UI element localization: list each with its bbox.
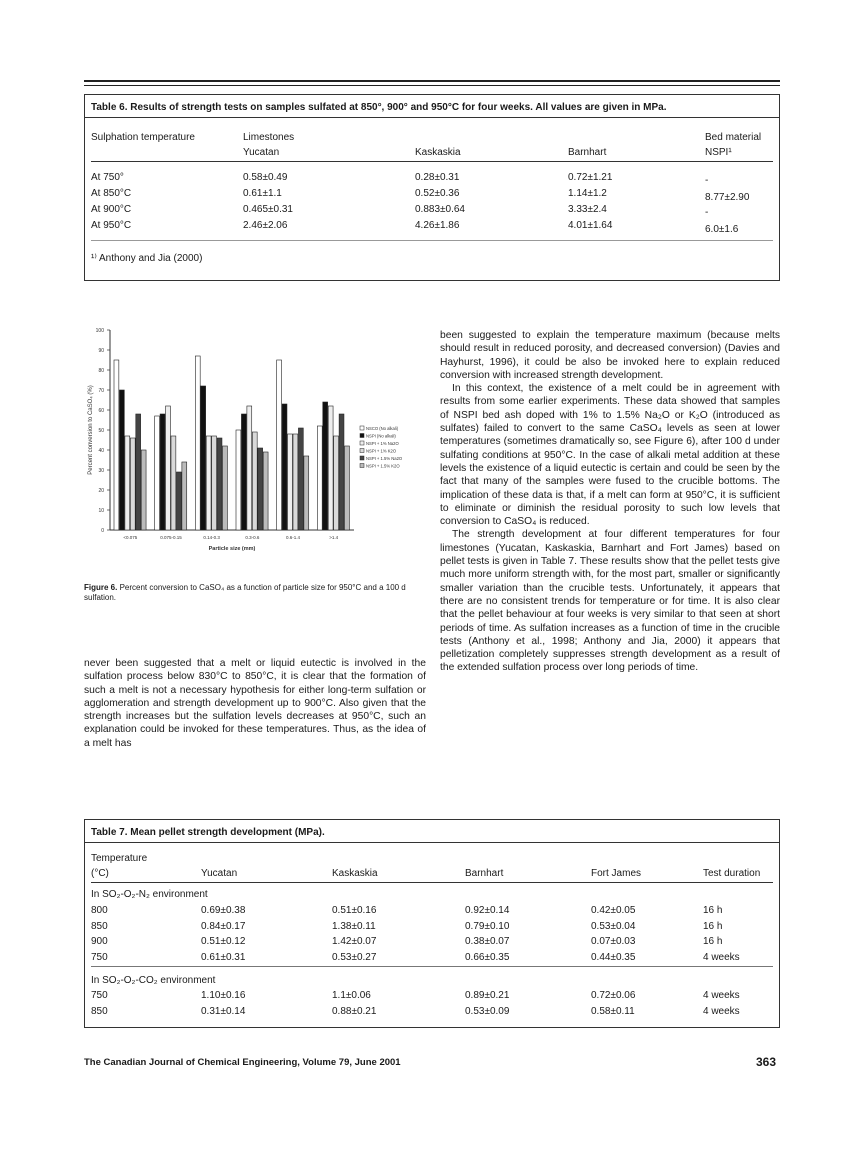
bar	[323, 402, 328, 530]
legend-swatch	[360, 464, 364, 468]
t7-row-temp: 800	[91, 905, 108, 916]
t6-row-yucatan: 0.465±0.31	[243, 204, 293, 215]
t7-row-temp: 900	[91, 936, 108, 947]
t7-row-kaskaskia: 1.1±0.06	[332, 990, 371, 1001]
legend-label: NSCO (No alkali)	[366, 426, 399, 431]
t6-row-nspi: -	[705, 175, 709, 186]
x-tick-label: 0.3-0.6	[245, 535, 260, 540]
bar	[176, 472, 181, 530]
t7-header-barnhart: Barnhart	[465, 868, 504, 879]
bar	[288, 434, 293, 530]
t7-header-unit: (°C)	[91, 868, 109, 879]
t6-row-nspi: 8.77±2.90	[705, 192, 750, 203]
bar	[328, 406, 333, 530]
t7-row-fort-james: 0.72±0.06	[591, 990, 636, 1001]
t7-row-duration: 16 h	[703, 921, 723, 932]
bar	[166, 406, 171, 530]
bar	[119, 390, 124, 530]
t6-row-barnhart: 4.01±1.64	[568, 220, 613, 231]
bar	[223, 446, 228, 530]
bar	[195, 356, 200, 530]
legend-swatch	[360, 441, 364, 445]
t7-header-fort-james: Fort James	[591, 868, 642, 879]
x-tick-label: 0.6-1.4	[285, 535, 301, 540]
journal-footer: The Canadian Journal of Chemical Engineering, Volume 79, June 2001	[84, 1057, 401, 1068]
t7-row-kaskaskia: 0.88±0.21	[332, 1006, 377, 1017]
t7-row-barnhart: 0.92±0.14	[465, 905, 510, 916]
bar	[155, 416, 160, 530]
x-tick-label: 0.075-0.15	[160, 535, 182, 540]
y-axis-label: Percent conversion to CaSO₄ (%)	[88, 385, 94, 475]
t6-row-kaskaskia: 4.26±1.86	[415, 220, 460, 231]
right-paragraph-2: In this context, the existence of a melt could be in agreement with results from some earlier experiments. These data showed that samples of NSPI bed ash doped with 1% to 1.5% Na₂O or K₂O (introduced as sulfates) failed to convert to the same CaSO₄ levels as seen at lower temperatures (sometimes dramatically so, see Figure 6), after 100 d under sulfating conditions at 950°C. In the case of alkali metal addition at these levels the existence of a liquid eutectic is certain and could be seen by the fact that many of the samples were fused to the crucible bottoms. The implication of these data is that, if a melt can form at 950°C, it is sufficient to eliminate or diminish the residual porosity to such low levels that conversion to CaSO₄ is reduced.	[440, 383, 780, 528]
bar	[114, 360, 119, 530]
figure-6-chart	[84, 322, 424, 558]
y-tick-label: 80	[98, 368, 104, 374]
subheader-barnhart: Barnhart	[568, 147, 607, 158]
t7-row-temp: 850	[91, 921, 108, 932]
x-axis-label: Particle size (mm)	[208, 546, 256, 552]
t7-row-yucatan: 0.51±0.12	[201, 936, 246, 947]
bar	[141, 450, 146, 530]
t7-row-temp: 750	[91, 990, 108, 1001]
legend-swatch	[360, 449, 364, 453]
bar	[252, 432, 257, 530]
t7-row-fort-james: 0.53±0.04	[591, 921, 636, 932]
table-7-mid-rule	[91, 966, 773, 967]
t7-header-duration: Test duration	[703, 868, 761, 879]
t7-row-duration: 4 weeks	[703, 990, 740, 1001]
bar	[171, 436, 176, 530]
t7-row-temp: 750	[91, 952, 108, 963]
header-limestones: Limestones	[243, 132, 295, 143]
t7-row-barnhart: 0.66±0.35	[465, 952, 510, 963]
bar	[212, 436, 217, 530]
bar	[293, 434, 298, 530]
legend-label: NSPI + 1.5% K2O	[366, 463, 400, 469]
page-number: 363	[756, 1055, 777, 1069]
bar	[339, 414, 344, 530]
table-6-caption: Table 6. Results of strength tests on samples sulfated at 850°, 900° and 950°C for four weeks. All values are given in MPa.	[91, 102, 667, 113]
legend-swatch	[360, 426, 364, 430]
t7-env-2: In SO₂-O₂-CO₂ environment	[91, 975, 216, 986]
figure-6-caption	[84, 583, 424, 603]
header-bed-material: Bed material	[705, 132, 762, 143]
t7-row-fort-james: 0.58±0.11	[591, 1006, 635, 1017]
legend-label: NSPI + 1.5% Na2O	[366, 456, 403, 461]
bar	[247, 406, 252, 530]
t7-row-fort-james: 0.07±0.03	[591, 936, 636, 947]
legend-label: NSPI (No alkali)	[366, 433, 396, 439]
right-column-text	[440, 329, 780, 675]
t6-row-barnhart: 1.14±1.2	[568, 188, 607, 199]
x-tick-label: 0.14-0.3	[203, 535, 220, 540]
t6-row-yucatan: 0.61±1.1	[243, 188, 282, 199]
t7-header-kaskaskia: Kaskaskia	[332, 868, 378, 879]
x-tick-label: <0.075	[123, 535, 138, 540]
bar	[345, 446, 350, 530]
bar	[201, 386, 206, 530]
figure-6-caption-label: Figure 6.	[84, 583, 118, 592]
t7-header-temperature: Temperature	[91, 853, 148, 864]
y-tick-label: 20	[98, 488, 104, 494]
table-6	[84, 94, 780, 281]
bar	[236, 430, 241, 530]
table-6-caption-rule	[85, 117, 779, 118]
right-paragraph-1: been suggested to explain the temperature maximum (because melts should result in reduced porosity, and decreased conversion) (Davies and Hayhurst, 1996), it could be also be invoked here to explain reduced conversion with increased strength development.	[440, 330, 780, 381]
bar	[317, 426, 322, 530]
t6-row-temp: At 750°	[91, 172, 124, 183]
legend-label: NSPI + 1% Na2O	[366, 441, 399, 446]
t7-row-fort-james: 0.42±0.05	[591, 905, 636, 916]
t6-row-temp: At 900°C	[91, 204, 132, 215]
subheader-nspi: NSPI¹	[705, 147, 732, 158]
bar	[130, 438, 135, 530]
t7-env-1: In SO₂-O₂-N₂ environment	[91, 889, 208, 900]
t7-row-barnhart: 0.53±0.09	[465, 1006, 510, 1017]
bar	[206, 436, 211, 530]
t7-row-fort-james: 0.44±0.35	[591, 952, 636, 963]
figure-6-caption-text: Percent conversion to CaSO₄ as a function of particle size for 950°C and a 100 d sulfation.	[84, 583, 406, 602]
bar	[217, 438, 222, 530]
left-paragraph: never been suggested that a melt or liquid eutectic is involved in the sulfation process below 830°C to 850°C, it is clear that the formation of such a melt is not a necessary hypothesis for either long-term sulfation or agglomeration and strength development up to 900°C. Also given that the strength increases but the sulfation levels decreases at 950°C, such an explanation could be invoked for these temperatures. Thus, as the idea of a melt has	[84, 658, 426, 749]
t7-row-barnhart: 0.89±0.21	[465, 990, 510, 1001]
bar	[241, 414, 246, 530]
header-sulphation: Sulphation temperature	[91, 132, 195, 143]
bar	[304, 456, 309, 530]
bar	[258, 448, 263, 530]
t6-row-yucatan: 0.58±0.49	[243, 172, 288, 183]
table-7-caption: Table 7. Mean pellet strength development (MPa).	[91, 827, 325, 838]
t6-row-nspi: -	[705, 207, 709, 218]
legend-swatch	[360, 456, 364, 460]
table-6-header-rule	[91, 161, 773, 162]
bar	[125, 436, 130, 530]
t7-row-yucatan: 1.10±0.16	[201, 990, 246, 1001]
table-7-header-rule	[91, 882, 773, 883]
t7-row-duration: 4 weeks	[703, 952, 740, 963]
t7-row-temp: 850	[91, 1006, 108, 1017]
table-6-body-rule	[91, 240, 773, 241]
y-tick-label: 40	[98, 448, 104, 454]
table-6-footnote: ¹⁾ Anthony and Jia (2000)	[91, 253, 203, 264]
legend-label: NSPI + 1% K2O	[366, 448, 397, 454]
t7-row-yucatan: 0.31±0.14	[201, 1006, 246, 1017]
bar	[160, 414, 165, 530]
t7-header-yucatan: Yucatan	[201, 868, 238, 879]
y-tick-label: 50	[98, 428, 104, 434]
y-tick-label: 0	[101, 528, 104, 534]
right-paragraph-3: The strength development at four different temperatures for four limestones (Yucatan, Kaskaskia, Barnhart and Fort James) based on pellet tests is given in Table 7. These results show that the pellet tests give much more uniform strength with, for the most part, smaller or significantly smaller variation than the crucible tests. Unfortunately, it appears that there are no consistent trends for temperature or for time. It is also clear that the pellet behaviour at four weeks is very similar to that seen at short periods of time. As sulfation increases as a function of time in the crucible tests (Anthony et al., 1998; Anthony and Jia, 2000) it appears that pelletization completely suppresses strength development as a result of the extended sulfation process over long periods of time.	[440, 529, 780, 674]
bar	[282, 404, 287, 530]
t7-row-barnhart: 0.38±0.07	[465, 936, 510, 947]
x-tick-label: >1.4	[329, 535, 339, 540]
top-rule	[84, 80, 780, 82]
t6-row-nspi: 6.0±1.6	[705, 224, 739, 235]
y-tick-label: 30	[98, 468, 104, 474]
y-tick-label: 70	[98, 388, 104, 394]
t6-row-kaskaskia: 0.52±0.36	[415, 188, 460, 199]
t7-row-kaskaskia: 0.51±0.16	[332, 905, 377, 916]
t6-row-temp: At 950°C	[91, 220, 132, 231]
table-7-caption-rule	[85, 842, 779, 843]
bar	[263, 452, 268, 530]
t7-row-barnhart: 0.79±0.10	[465, 921, 510, 932]
table-7	[84, 819, 780, 1028]
t6-row-barnhart: 0.72±1.21	[568, 172, 613, 183]
t6-row-barnhart: 3.33±2.4	[568, 204, 607, 215]
t7-row-kaskaskia: 1.38±0.11	[332, 921, 376, 932]
y-tick-label: 10	[98, 508, 104, 514]
t7-row-duration: 4 weeks	[703, 1006, 740, 1017]
t6-row-kaskaskia: 0.28±0.31	[415, 172, 460, 183]
t6-row-yucatan: 2.46±2.06	[243, 220, 288, 231]
t7-row-duration: 16 h	[703, 905, 723, 916]
bar	[182, 462, 187, 530]
legend-swatch	[360, 434, 364, 438]
t7-row-yucatan: 0.69±0.38	[201, 905, 246, 916]
t7-row-kaskaskia: 0.53±0.27	[332, 952, 377, 963]
bar	[277, 360, 282, 530]
t6-row-temp: At 850°C	[91, 188, 132, 199]
bar	[298, 428, 303, 530]
bar	[334, 436, 339, 530]
top-rule-thin	[84, 85, 780, 86]
subheader-yucatan: Yucatan	[243, 147, 280, 158]
t6-row-kaskaskia: 0.883±0.64	[415, 204, 465, 215]
subheader-kaskaskia: Kaskaskia	[415, 147, 461, 158]
y-tick-label: 60	[98, 408, 104, 414]
t7-row-duration: 16 h	[703, 936, 723, 947]
y-tick-label: 100	[95, 328, 104, 334]
left-column-text	[84, 657, 426, 750]
t7-row-yucatan: 0.61±0.31	[201, 952, 246, 963]
bar	[136, 414, 141, 530]
t7-row-kaskaskia: 1.42±0.07	[332, 936, 377, 947]
t7-row-yucatan: 0.84±0.17	[201, 921, 246, 932]
y-tick-label: 90	[98, 348, 104, 354]
